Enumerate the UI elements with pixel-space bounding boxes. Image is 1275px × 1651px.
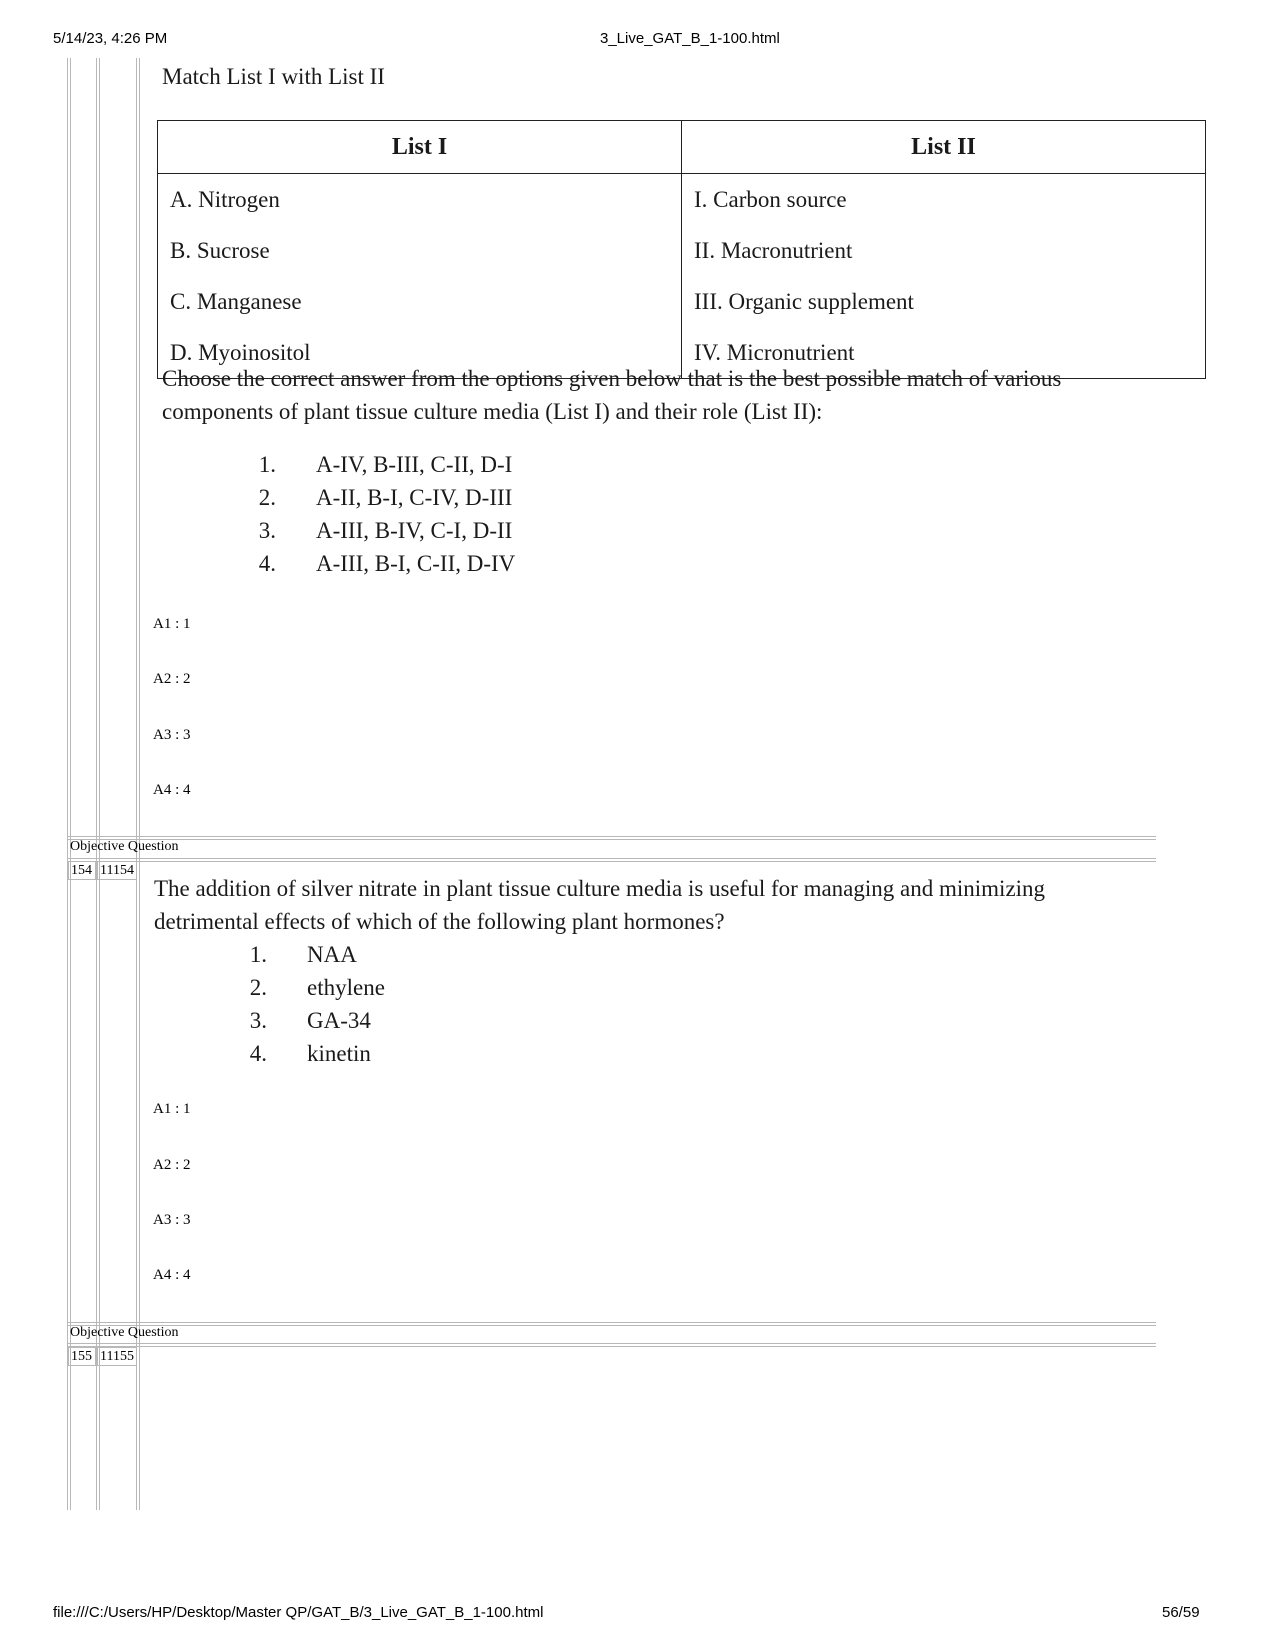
answer-choice: A4 : 4 <box>153 1267 191 1283</box>
option-number: 2. <box>258 485 276 510</box>
option-text: A-III, B-IV, C-I, D-II <box>316 518 513 543</box>
frame-line <box>136 58 137 1510</box>
option-1 <box>220 448 512 482</box>
question-text-line: components of plant tissue culture media (List I) and their role (List II): <box>162 399 823 424</box>
option-number: 1. <box>258 452 276 477</box>
answer-choice: A1 : 1 <box>153 616 191 632</box>
option-4 <box>220 547 515 581</box>
row-separator <box>67 1322 1156 1323</box>
question-id: 11154 <box>97 861 137 880</box>
list-2-header: List II <box>682 121 1206 174</box>
answer-choice: A4 : 4 <box>153 782 191 798</box>
option-text: A-IV, B-III, C-II, D-I <box>316 452 513 477</box>
question-text-line: detrimental effects of which of the following plant hormones? <box>154 909 725 934</box>
frame-line <box>67 58 68 1510</box>
answer-choice: A3 : 3 <box>153 1212 191 1228</box>
question-id: 11155 <box>97 1347 137 1366</box>
option-text: NAA <box>307 942 357 967</box>
question-text-line: Choose the correct answer from the options given below that is the best possible match of various <box>162 366 1062 391</box>
option-2 <box>220 481 512 515</box>
answer-choice: A2 : 2 <box>153 1157 191 1173</box>
option-number: 4. <box>258 551 276 576</box>
page-number: 56/59 <box>1162 1604 1200 1621</box>
table-cell: IV. Micronutrient <box>682 327 1206 379</box>
print-datetime: 5/14/23, 4:26 PM <box>53 30 168 47</box>
match-table <box>157 120 1206 379</box>
question-type-label: Objective Question <box>70 839 179 854</box>
option-text: A-III, B-I, C-II, D-IV <box>316 551 516 576</box>
print-file-path: file:///C:/Users/HP/Desktop/Master QP/GAT_B/3_Live_GAT_B_1-100.html <box>53 1604 544 1621</box>
table-cell: III. Organic supplement <box>682 276 1206 327</box>
option-number: 3. <box>249 1008 267 1033</box>
row-separator <box>67 836 1156 837</box>
frame-line <box>99 58 100 1510</box>
table-cell: I. Carbon source <box>682 174 1206 226</box>
table-cell: D. Myoinositol <box>158 327 682 379</box>
answer-choice: A1 : 1 <box>153 1101 191 1117</box>
answer-choice: A3 : 3 <box>153 727 191 743</box>
option-text: ethylene <box>307 975 385 1000</box>
row-separator <box>67 858 1156 859</box>
option-4 <box>211 1037 371 1071</box>
option-number: 3. <box>258 518 276 543</box>
option-3 <box>211 1004 371 1038</box>
row-separator <box>67 1325 1156 1326</box>
table-cell: B. Sucrose <box>158 225 682 276</box>
row-separator <box>67 1343 1156 1344</box>
option-3 <box>220 514 512 548</box>
table-cell: A. Nitrogen <box>158 174 682 226</box>
print-doc-title: 3_Live_GAT_B_1-100.html <box>600 30 780 47</box>
answer-choice: A2 : 2 <box>153 671 191 687</box>
option-text: kinetin <box>307 1041 371 1066</box>
option-1 <box>211 938 357 972</box>
row-separator <box>67 861 1156 862</box>
list-1-header: List I <box>158 121 682 174</box>
question-number: 154 <box>68 861 96 880</box>
option-text: A-II, B-I, C-IV, D-III <box>316 485 513 510</box>
match-intro: Match List I with List II <box>162 64 385 89</box>
question-type-label: Objective Question <box>70 1325 179 1340</box>
question-number: 155 <box>68 1347 96 1366</box>
table-cell: II. Macronutrient <box>682 225 1206 276</box>
option-text: GA-34 <box>307 1008 371 1033</box>
table-cell: C. Manganese <box>158 276 682 327</box>
frame-line <box>70 58 71 1510</box>
question-text-line: The addition of silver nitrate in plant tissue culture media is useful for managing and minimizing <box>154 876 1046 901</box>
frame-line <box>96 58 97 1510</box>
option-number: 2. <box>249 975 267 1000</box>
row-separator <box>67 839 1156 840</box>
option-2 <box>211 971 385 1005</box>
option-number: 1. <box>249 942 267 967</box>
row-separator <box>67 1346 1156 1347</box>
frame-line <box>139 58 140 1510</box>
option-number: 4. <box>249 1041 267 1066</box>
